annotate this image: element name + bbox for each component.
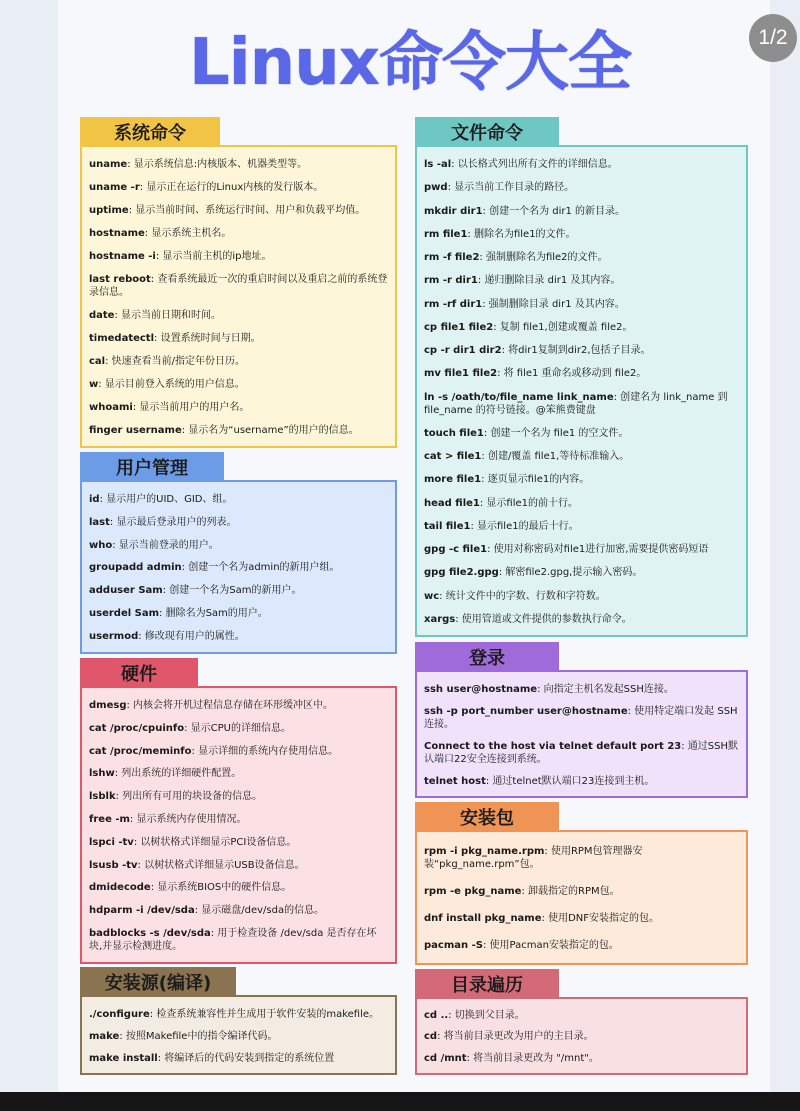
command-description: : 创建一个名为Sam的新用户。 — [162, 585, 302, 597]
command-item — [89, 273, 389, 299]
command-description: : 创建一个名为 file1 的空文件。 — [483, 427, 629, 439]
command-name: lsusb -tv — [89, 859, 138, 871]
command-item — [89, 378, 389, 391]
command-description: : 修改现有用户的属性。 — [138, 630, 245, 642]
command-name: more file1 — [424, 474, 482, 486]
command-name: tail file1 — [424, 520, 471, 532]
command-name: rpm -i pkg_name.rpm — [424, 846, 545, 857]
command-name: gpg file2.gpg — [424, 567, 499, 579]
section-install-source — [80, 967, 397, 1075]
command-name: ssh user@hostname — [424, 683, 538, 695]
command-name: cp -r dir1 dir2 — [424, 345, 502, 357]
section-box — [80, 686, 397, 964]
command-item — [424, 344, 740, 357]
command-description: : 显示最后登录用户的列表。 — [109, 516, 237, 528]
command-name: xargs — [424, 613, 456, 625]
command-item — [89, 1008, 389, 1021]
command-description: : 创建名为 link_name 到 file_name 的符号链接。@笨熊费键盘 — [424, 391, 728, 416]
page-indicator-badge[interactable]: 1/2 — [749, 14, 797, 62]
command-name: cat > file1 — [424, 451, 482, 463]
command-name: gpg -c file1 — [424, 544, 488, 556]
command-name: timedatectl — [89, 333, 155, 344]
command-description: : 将dir1复制到dir2,包括子目录。 — [501, 345, 651, 357]
command-name: make — [89, 1030, 120, 1042]
section-user-management — [80, 452, 397, 654]
section-box — [80, 480, 397, 654]
command-description: : 显示当前用户的用户名。 — [132, 402, 250, 413]
command-name: userdel Sam — [89, 608, 160, 620]
section-packages — [415, 802, 748, 965]
command-item — [424, 613, 740, 626]
command-item — [424, 367, 740, 380]
command-name: last — [89, 516, 110, 528]
command-name: ssh -p port_number user@hostname — [424, 705, 628, 717]
command-description: : 使用Pacman安装指定的包。 — [482, 940, 619, 951]
command-item — [89, 493, 389, 506]
section-title: 安装源(编译) — [80, 967, 236, 997]
command-item — [89, 904, 389, 917]
command-item — [89, 859, 389, 872]
section-title: 系统命令 — [80, 117, 220, 147]
command-item — [89, 401, 389, 414]
command-name: adduser Sam — [89, 585, 163, 597]
command-description: : 创建一个名为 dir1 的新目录。 — [482, 205, 626, 217]
command-item — [424, 683, 740, 696]
section-title: 目录遍历 — [415, 969, 559, 999]
command-name: rm -f file2 — [424, 252, 480, 264]
command-item — [89, 181, 389, 194]
command-item — [424, 775, 740, 788]
command-name: rm file1 — [424, 228, 468, 240]
command-name: hostname -i — [89, 251, 156, 262]
command-item — [424, 740, 740, 766]
command-item — [89, 745, 389, 758]
command-name: date — [89, 310, 115, 321]
command-description: : 设置系统时间与日期。 — [154, 333, 261, 344]
command-description: : 以树状格式详细显示USB设备信息。 — [137, 859, 305, 871]
command-item — [424, 845, 740, 871]
section-hardware — [80, 658, 397, 964]
command-name: telnet host — [424, 775, 486, 787]
command-item — [424, 181, 740, 194]
command-description: : 快速查看当前/指定年份日历。 — [105, 356, 246, 367]
command-name: pwd — [424, 182, 448, 194]
command-item — [89, 790, 389, 803]
command-description: : 将 file1 重命名或移动到 file2。 — [497, 368, 647, 380]
command-description: : 显示系统信息:内核版本、机器类型等。 — [127, 159, 308, 170]
command-item — [424, 520, 740, 533]
command-description: : 统计文件中的字数、行数和字符数。 — [439, 590, 606, 602]
command-name: usermod — [89, 630, 139, 642]
command-description: : 显示当前时间、系统运行时间、用户和负载平均值。 — [128, 205, 366, 216]
command-name: hdparm -i /dev/sda — [89, 905, 195, 917]
command-item — [424, 251, 740, 264]
command-description: : 查看系统最近一次的重启时间以及重启之前的系统登录信息。 — [89, 274, 388, 298]
command-description: : 列出所有可用的块设备的信息。 — [115, 791, 263, 803]
command-item — [424, 274, 740, 287]
command-description: : 将编译后的代码安装到指定的系统位置 — [157, 1052, 335, 1064]
command-item — [424, 705, 740, 731]
command-item — [89, 204, 389, 217]
command-name: cat /proc/cpuinfo — [89, 722, 185, 734]
command-item — [424, 321, 740, 334]
command-name: uptime — [89, 205, 129, 216]
command-description: : 列出系统的详细硬件配置。 — [114, 768, 242, 780]
command-name: finger username — [89, 425, 182, 436]
command-item — [89, 584, 389, 597]
section-title: 文件命令 — [415, 117, 559, 147]
command-name: hostname — [89, 228, 145, 239]
command-item — [424, 912, 740, 925]
section-system-commands — [80, 117, 397, 448]
command-name: rpm -e pkg_name — [424, 886, 522, 897]
command-description: : 创建/覆盖 file1,等待标准输入。 — [481, 451, 630, 463]
command-name: uname -r — [89, 182, 140, 193]
command-name: ./configure — [89, 1008, 150, 1020]
command-name: badblocks -s /dev/sda — [89, 928, 211, 940]
command-description: : 显示系统主机名。 — [144, 228, 232, 239]
command-item — [424, 427, 740, 440]
section-title: 硬件 — [80, 658, 198, 688]
command-description: : 显示当前主机的ip地址。 — [155, 251, 272, 262]
command-name: lspci -tv — [89, 836, 134, 848]
command-name: mkdir dir1 — [424, 205, 483, 217]
command-description: : 卸载指定的RPM包。 — [521, 886, 620, 897]
command-item — [89, 881, 389, 894]
command-item — [89, 332, 389, 345]
command-item — [89, 250, 389, 263]
command-name: make install — [89, 1052, 158, 1064]
section-box — [415, 145, 748, 637]
command-item — [424, 205, 740, 218]
command-item — [89, 767, 389, 780]
command-item — [424, 228, 740, 241]
command-item — [89, 1052, 389, 1065]
command-description: : 显示file1的最后十行。 — [470, 520, 579, 532]
command-item — [424, 158, 740, 171]
command-name: last reboot — [89, 274, 151, 285]
command-name: Connect to the host via telnet default port 23 — [424, 740, 682, 752]
section-title: 登录 — [415, 642, 559, 672]
command-description: : 将当前目录更改为 "/mnt"。 — [466, 1052, 599, 1064]
section-box — [415, 830, 748, 965]
section-title: 用户管理 — [80, 452, 224, 482]
command-item — [424, 590, 740, 603]
command-description: : 显示名为“username”的用户的信息。 — [181, 425, 359, 436]
command-description: : 使用管道或文件提供的参数执行命令。 — [455, 613, 632, 625]
command-name: dmesg — [89, 699, 127, 711]
command-description: : 显示系统内存使用情况。 — [129, 813, 247, 825]
command-description: : 显示用户的UID、GID、组。 — [99, 493, 233, 505]
command-description: : 删除名为file1的文件。 — [467, 228, 576, 240]
command-item — [89, 607, 389, 620]
command-item — [89, 699, 389, 712]
command-item — [89, 813, 389, 826]
command-description: : 使用DNF安装指定的包。 — [541, 913, 659, 924]
page-title: Linux命令大全 — [188, 26, 632, 100]
command-name: id — [89, 493, 100, 505]
command-description: : 复制 file1,创建或覆盖 file2。 — [493, 321, 633, 333]
command-name: cd .. — [424, 1010, 449, 1022]
command-item — [89, 158, 389, 171]
command-description: : 使用对称密码对file1进行加密,需要提供密码短语 — [487, 544, 709, 556]
command-description: : 向指定主机名发起SSH连接。 — [537, 683, 674, 695]
command-item — [424, 1030, 740, 1043]
command-item — [424, 1009, 740, 1022]
command-name: dmidecode — [89, 882, 151, 894]
command-name: cp file1 file2 — [424, 321, 494, 333]
command-item — [424, 298, 740, 311]
command-item — [89, 309, 389, 322]
command-name: free -m — [89, 813, 130, 825]
command-item — [424, 566, 740, 579]
command-description: : 使用RPM包管理器安装“pkg_name.rpm”包。 — [424, 846, 643, 870]
command-description: : 内核会将开机过程信息存储在环形缓冲区中。 — [126, 699, 334, 711]
command-item — [89, 561, 389, 574]
command-description: : 用于检查设备 /dev/sda 是否存在坏块,并显示检测进度。 — [89, 928, 377, 953]
section-login — [415, 642, 748, 798]
command-item — [89, 355, 389, 368]
command-name: whoami — [89, 402, 133, 413]
command-name: touch file1 — [424, 427, 484, 439]
command-description: : 显示当前日期和时间。 — [114, 310, 222, 321]
command-description: : 将当前目录更改为用户的主目录。 — [437, 1031, 594, 1043]
command-description: : 逐页显示file1的内容。 — [481, 474, 590, 486]
command-description: : 显示CPU的详细信息。 — [184, 722, 291, 734]
command-description: : 以树状格式详细显示PCI设备信息。 — [133, 836, 297, 848]
command-description: : 显示系统BIOS中的硬件信息。 — [150, 882, 292, 894]
command-item — [424, 473, 740, 486]
command-item — [89, 539, 389, 552]
command-name: rm -rf dir1 — [424, 298, 483, 310]
command-name: cd — [424, 1031, 438, 1043]
command-item — [89, 516, 389, 529]
command-description: : 通过SSH默认端口22安全连接到系统。 — [424, 740, 738, 765]
command-description: : 显示磁盘/dev/sda的信息。 — [194, 905, 325, 917]
command-description: : 显示正在运行的Linux内核的发行版本。 — [139, 182, 324, 193]
command-name: ls -al — [424, 159, 452, 171]
command-description: : 递归删除目录 dir1 及其内容。 — [477, 275, 621, 287]
command-description: : 以长格式列出所有文件的详细信息。 — [451, 159, 618, 171]
command-item — [89, 722, 389, 735]
command-description: : 强制删除名为file2的文件。 — [479, 252, 608, 264]
command-item — [424, 391, 740, 417]
command-description: : 显示当前工作目录的路径。 — [447, 182, 575, 194]
command-item — [89, 836, 389, 849]
command-description: : 创建一个名为admin的新用户组。 — [181, 562, 340, 574]
section-title: 安装包 — [415, 802, 559, 832]
command-description: : 检查系统兼容性并生成用于软件安装的makefile。 — [149, 1008, 380, 1020]
command-name: dnf install pkg_name — [424, 913, 542, 924]
section-file-commands — [415, 117, 748, 637]
command-name: cal — [89, 356, 106, 367]
command-description: : 按照Makefile中的指令编译代码。 — [119, 1030, 278, 1042]
command-item — [89, 227, 389, 240]
command-name: lshw — [89, 768, 115, 780]
command-name: ln -s /oath/to/file_name link_name — [424, 391, 614, 403]
command-item — [424, 939, 740, 952]
command-description: : 删除名为Sam的用户。 — [159, 608, 268, 620]
command-name: rm -r dir1 — [424, 275, 478, 287]
command-description: : 显示file1的前十行。 — [479, 497, 579, 509]
command-item — [89, 1030, 389, 1043]
command-name: groupadd admin — [89, 562, 182, 574]
command-description: : 显示目前登入系统的用户信息。 — [98, 379, 245, 390]
command-item — [89, 927, 389, 953]
command-name: uname — [89, 159, 128, 170]
command-description: : 切换到父目录。 — [448, 1010, 525, 1022]
command-item — [89, 424, 389, 437]
command-name: mv file1 file2 — [424, 368, 498, 380]
command-name: who — [89, 539, 113, 551]
command-item — [424, 885, 740, 898]
section-box — [80, 995, 397, 1075]
command-name: cat /proc/meminfo — [89, 745, 192, 757]
command-description: : 解密file2.gpg,提示输入密码。 — [498, 567, 643, 579]
command-item — [424, 450, 740, 463]
command-name: wc — [424, 590, 440, 602]
command-description: : 使用特定端口发起 SSH 连接。 — [424, 705, 738, 730]
command-description: : 显示详细的系统内存使用信息。 — [191, 745, 339, 757]
command-description: : 显示当前登录的用户。 — [112, 539, 219, 551]
command-item — [424, 497, 740, 510]
command-item — [424, 1052, 740, 1065]
command-description: : 强制删除目录 dir1 及其内容。 — [482, 298, 625, 310]
command-item — [89, 630, 389, 643]
command-name: pacman -S — [424, 940, 483, 951]
command-description: : 通过telnet默认端口23连接到主机。 — [485, 775, 655, 787]
command-name: cd /mnt — [424, 1052, 467, 1064]
command-name: lsblk — [89, 791, 116, 803]
command-name: head file1 — [424, 497, 480, 509]
command-name: w — [89, 379, 99, 390]
section-directory-traversal — [415, 969, 748, 1075]
command-item — [424, 543, 740, 556]
bottom-bar — [0, 1092, 800, 1111]
section-box — [415, 997, 748, 1075]
section-box — [80, 145, 397, 448]
section-box — [415, 670, 748, 798]
